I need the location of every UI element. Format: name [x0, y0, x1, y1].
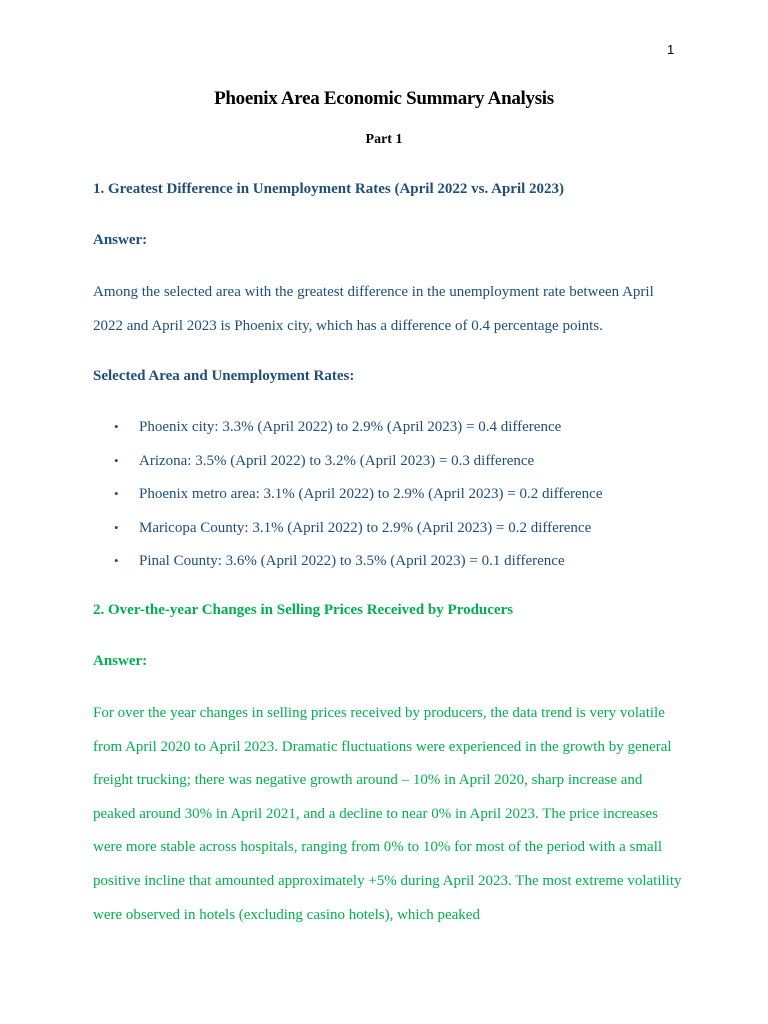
bullet-icon: •: [114, 486, 119, 502]
bullet-icon: •: [114, 452, 119, 468]
document-title: Phoenix Area Economic Summary Analysis: [214, 88, 554, 109]
bullet-icon: •: [114, 519, 119, 535]
section2-paragraph: For over the year changes in selling prices received by producers, the data trend is very volatile from April 2020 to April 2023. Dramatic fluctuations were experienced in the growth by general freight trucking; there was negative growth around – 10% in April 2020, sharp increase and peaked around 30% in April 2021, and a decline to near 0% in April 2023. The price increases were more stable across hospitals, ranging from 0% to 10% for most of the period with a small positive incline that amounted approximately +5% during April 2023. The most extreme volatility were observed in hotels (excluding casino hotels), which peaked: [93, 705, 682, 923]
bullet-icon: •: [114, 419, 119, 434]
list-item: [93, 484, 683, 518]
list-item-text: Arizona: 3.5% (April 2022) to 3.2% (April 2023) = 0.3 difference: [139, 452, 535, 469]
section1-list-heading: Selected Area and Unemployment Rates:: [93, 368, 355, 384]
section1-paragraph: Among the selected area with the greatest difference in the unemployment rate between April 2022 and April 2023 is Phoenix city, which has a difference of 0.4 percentage points.: [93, 284, 654, 334]
section2-answer-label: Answer:: [93, 653, 148, 669]
bullet-icon: •: [114, 553, 119, 569]
section2-heading: 2. Over-the-year Changes in Selling Prices Received by Producers: [93, 602, 514, 618]
list-item: [93, 518, 683, 552]
list-item-text: Pinal County: 3.6% (April 2022) to 3.5% (April 2023) = 0.1 difference: [139, 553, 565, 570]
section1-answer-label: Answer:: [93, 232, 148, 248]
list-item-text: Maricopa County: 3.1% (April 2022) to 2.9% (April 2023) = 0.2 difference: [139, 519, 592, 536]
list-item-text: Phoenix city: 3.3% (April 2022) to 2.9% (April 2023) = 0.4 difference: [139, 419, 562, 435]
page-number: 1: [667, 42, 675, 57]
list-item: [93, 551, 683, 585]
part-label: Part 1: [365, 132, 403, 147]
list-item-text: Phoenix metro area: 3.1% (April 2022) to 2.9% (April 2023) = 0.2 difference: [139, 486, 603, 503]
list-item: [93, 417, 683, 451]
section1-heading: 1. Greatest Difference in Unemployment Rates (April 2022 vs. April 2023): [93, 181, 565, 197]
list-item: [93, 451, 683, 485]
unemployment-list: [93, 417, 683, 585]
